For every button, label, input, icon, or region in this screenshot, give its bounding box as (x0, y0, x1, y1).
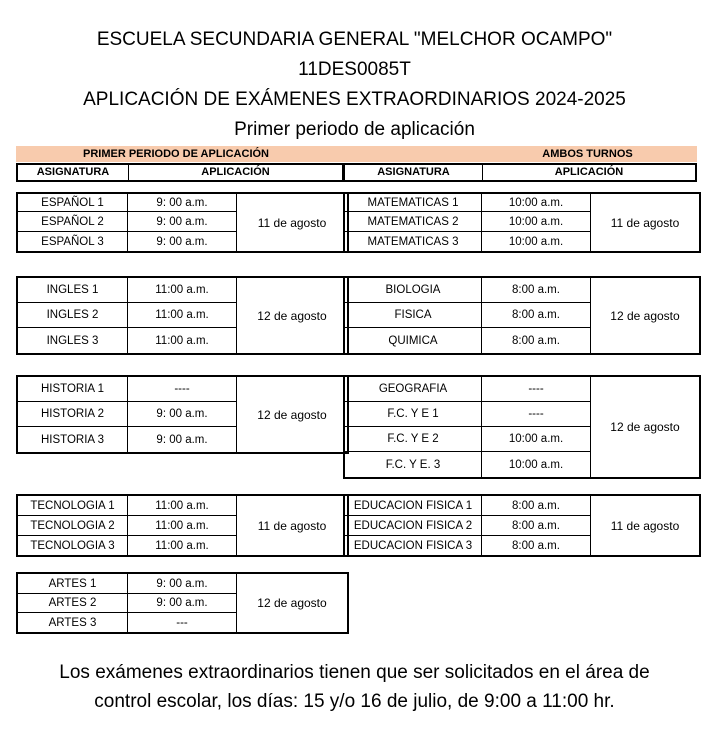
right-table-3 (343, 375, 701, 479)
subject-cell: ARTES 2 (18, 594, 128, 613)
date-cell: 11 de agosto (257, 215, 327, 230)
band-left-label: PRIMER PERIODO DE APLICACIÓN (83, 148, 269, 160)
subject-cell: INGLES 3 (18, 328, 128, 353)
right-table-4 (343, 494, 701, 557)
date-cell: 12 de agosto (610, 420, 680, 434)
time-cell: 8:00 a.m. (482, 303, 591, 328)
time-cell: 10:00 a.m. (482, 427, 591, 452)
left-table-2 (16, 276, 349, 355)
subject-cell: INGLES 2 (18, 303, 128, 328)
time-cell: 9: 00 a.m. (128, 427, 237, 452)
subject-cell: ESPAÑOL 3 (18, 232, 128, 251)
time-cell: 11:00 a.m. (128, 328, 237, 353)
time-cell: 9: 00 a.m. (128, 194, 237, 212)
left-application-header: APLICACIÓN (201, 166, 270, 178)
time-cell: 11:00 a.m. (128, 278, 237, 303)
subject-cell: MATEMATICAS 1 (345, 194, 482, 212)
time-cell: --- (128, 613, 237, 632)
subject-cell: ARTES 1 (18, 574, 128, 594)
left-table-5 (16, 572, 349, 634)
left-table-1 (16, 192, 349, 253)
right-application-header: APLICACIÓN (554, 166, 624, 178)
time-cell: ---- (128, 377, 237, 402)
date-cell: 11 de agosto (610, 215, 680, 230)
time-cell: 9: 00 a.m. (128, 402, 237, 427)
subject-cell: EDUCACION FISICA 3 (345, 536, 482, 555)
left-subject-header: ASIGNATURA (18, 165, 129, 180)
date-cell: 11 de agosto (610, 518, 680, 533)
footer-line-1: Los exámenes extraordinarios tienen que ser solicitados en el área de (59, 662, 650, 683)
right-column-header (343, 163, 697, 182)
subject-cell: F.C. Y E 1 (345, 402, 482, 427)
time-cell: ---- (482, 377, 591, 402)
date-cell: 12 de agosto (257, 407, 327, 422)
document-title: APLICACIÓN DE EXÁMENES EXTRAORDINARIOS 2024-2025 (83, 89, 626, 110)
time-cell: 11:00 a.m. (128, 536, 237, 555)
time-cell: 9: 00 a.m. (128, 212, 237, 232)
time-cell: 9: 00 a.m. (128, 594, 237, 613)
subject-cell: BIOLOGIA (345, 278, 482, 303)
left-table-4 (16, 494, 349, 557)
subject-cell: INGLES 1 (18, 278, 128, 303)
subject-cell: FISICA (345, 303, 482, 328)
time-cell: 8:00 a.m. (482, 278, 591, 303)
subject-cell: ESPAÑOL 1 (18, 194, 128, 212)
subject-cell: GEOGRAFIA (345, 377, 482, 402)
time-cell: 10:00 a.m. (482, 232, 591, 251)
subject-cell: F.C. Y E 2 (345, 427, 482, 452)
time-cell: 10:00 a.m. (482, 194, 591, 212)
time-cell: 8:00 a.m. (482, 496, 591, 516)
date-cell: 12 de agosto (257, 308, 327, 323)
right-table-1 (343, 192, 701, 253)
subject-cell: F.C. Y E. 3 (345, 452, 482, 477)
footer-note (0, 658, 709, 716)
subject-cell: HISTORIA 1 (18, 377, 128, 402)
time-cell: ---- (482, 402, 591, 427)
footer-line-2: control escolar, los días: 15 y/o 16 de julio, de 9:00 a 11:00 hr. (94, 691, 615, 712)
time-cell: 11:00 a.m. (128, 496, 237, 516)
subject-cell: MATEMATICAS 3 (345, 232, 482, 251)
subject-cell: ARTES 3 (18, 613, 128, 632)
time-cell: 10:00 a.m. (482, 452, 591, 477)
subject-cell: HISTORIA 3 (18, 427, 128, 452)
time-cell: 9: 00 a.m. (128, 574, 237, 594)
subject-cell: HISTORIA 2 (18, 402, 128, 427)
time-cell: 8:00 a.m. (482, 536, 591, 555)
time-cell: 10:00 a.m. (482, 212, 591, 232)
subject-cell: TECNOLOGIA 3 (18, 536, 128, 555)
period-subtitle: Primer periodo de aplicación (234, 119, 475, 140)
school-code: 11DES0085T (298, 59, 411, 80)
time-cell: 11:00 a.m. (128, 516, 237, 536)
band-right-label: AMBOS TURNOS (542, 148, 633, 160)
right-subject-header: ASIGNATURA (345, 165, 483, 180)
time-cell: 8:00 a.m. (482, 516, 591, 536)
date-cell: 12 de agosto (257, 596, 327, 610)
right-table-2 (343, 276, 701, 355)
school-name: ESCUELA SECUNDARIA GENERAL "MELCHOR OCAMPO" (96, 29, 613, 50)
date-cell: 11 de agosto (257, 518, 327, 533)
left-table-3 (16, 375, 349, 454)
left-column-header (16, 163, 344, 182)
subject-cell: QUIMICA (345, 328, 482, 353)
time-cell: 9: 00 a.m. (128, 232, 237, 251)
subject-cell: EDUCACION FISICA 2 (345, 516, 482, 536)
subject-cell: TECNOLOGIA 2 (18, 516, 128, 536)
date-cell: 12 de agosto (610, 308, 680, 323)
subject-cell: MATEMATICAS 2 (345, 212, 482, 232)
subject-cell: TECNOLOGIA 1 (18, 496, 128, 516)
time-cell: 11:00 a.m. (128, 303, 237, 328)
subject-cell: ESPAÑOL 2 (18, 212, 128, 232)
time-cell: 8:00 a.m. (482, 328, 591, 353)
subject-cell: EDUCACION FISICA 1 (345, 496, 482, 516)
